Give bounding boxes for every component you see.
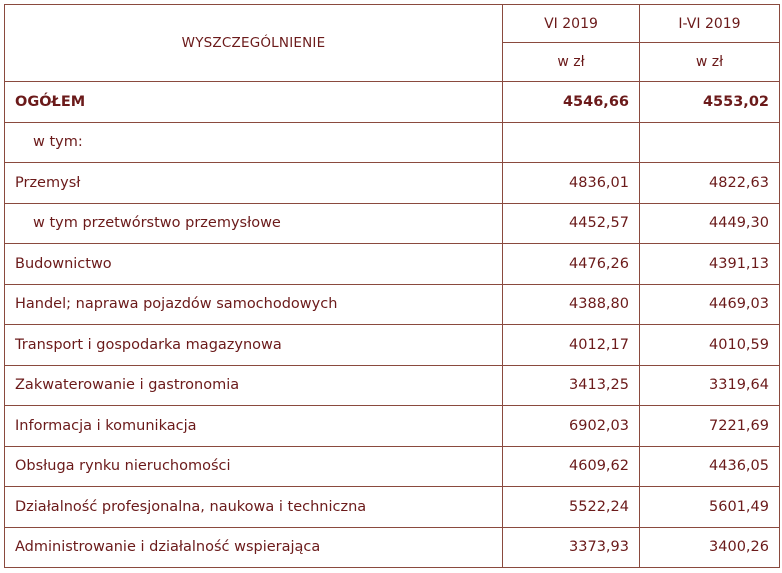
row-value-period-2: 4553,02 bbox=[640, 82, 780, 123]
row-label: Budownictwo bbox=[5, 244, 503, 285]
wages-table bbox=[4, 4, 780, 568]
row-value-period-1: 4012,17 bbox=[503, 325, 640, 366]
table-row bbox=[5, 203, 780, 244]
row-value-period-1: 3373,93 bbox=[503, 527, 640, 568]
table-row bbox=[5, 325, 780, 366]
row-value-period-2: 4822,63 bbox=[640, 163, 780, 204]
row-value-period-1: 5522,24 bbox=[503, 487, 640, 528]
table-row bbox=[5, 163, 780, 204]
row-label: Informacja i komunikacja bbox=[5, 406, 503, 447]
row-value-period-2: 4469,03 bbox=[640, 284, 780, 325]
period-2-header: I-VI 2019 bbox=[640, 5, 780, 43]
row-label: Obsługa rynku nieruchomości bbox=[5, 446, 503, 487]
period-1-header: VI 2019 bbox=[503, 5, 640, 43]
row-value-period-2: 4436,05 bbox=[640, 446, 780, 487]
row-label: Przemysł bbox=[5, 163, 503, 204]
row-label: Administrowanie i działalność wspierająca bbox=[5, 527, 503, 568]
row-label: Działalność profesjonalna, naukowa i techniczna bbox=[5, 487, 503, 528]
table-row bbox=[5, 122, 780, 163]
table-row bbox=[5, 406, 780, 447]
row-value-period-2: 7221,69 bbox=[640, 406, 780, 447]
row-value-period-1: 4476,26 bbox=[503, 244, 640, 285]
row-value-period-2: 4010,59 bbox=[640, 325, 780, 366]
table-row bbox=[5, 527, 780, 568]
row-value-period-2: 3400,26 bbox=[640, 527, 780, 568]
row-label: w tym przetwórstwo przemysłowe bbox=[5, 203, 503, 244]
row-value-period-1: 3413,25 bbox=[503, 365, 640, 406]
row-value-period-1: 4836,01 bbox=[503, 163, 640, 204]
table-row bbox=[5, 487, 780, 528]
table-row bbox=[5, 82, 780, 123]
row-value-period-2: 4449,30 bbox=[640, 203, 780, 244]
row-value-period-1: 4452,57 bbox=[503, 203, 640, 244]
row-value-period-1: 6902,03 bbox=[503, 406, 640, 447]
row-value-period-2 bbox=[640, 122, 780, 163]
row-label: Handel; naprawa pojazdów samochodowych bbox=[5, 284, 503, 325]
row-label: Zakwaterowanie i gastronomia bbox=[5, 365, 503, 406]
table-row bbox=[5, 284, 780, 325]
table-row bbox=[5, 244, 780, 285]
label-column-header: WYSZCZEGÓLNIENIE bbox=[5, 5, 503, 82]
row-label: w tym: bbox=[5, 122, 503, 163]
row-value-period-1 bbox=[503, 122, 640, 163]
row-value-period-1: 4546,66 bbox=[503, 82, 640, 123]
row-value-period-1: 4388,80 bbox=[503, 284, 640, 325]
unit-2-header: w zł bbox=[640, 43, 780, 82]
unit-1-header: w zł bbox=[503, 43, 640, 82]
row-label: OGÓŁEM bbox=[5, 82, 503, 123]
table-row bbox=[5, 446, 780, 487]
row-value-period-2: 3319,64 bbox=[640, 365, 780, 406]
row-value-period-2: 4391,13 bbox=[640, 244, 780, 285]
table-row bbox=[5, 365, 780, 406]
row-value-period-1: 4609,62 bbox=[503, 446, 640, 487]
row-value-period-2: 5601,49 bbox=[640, 487, 780, 528]
row-label: Transport i gospodarka magazynowa bbox=[5, 325, 503, 366]
